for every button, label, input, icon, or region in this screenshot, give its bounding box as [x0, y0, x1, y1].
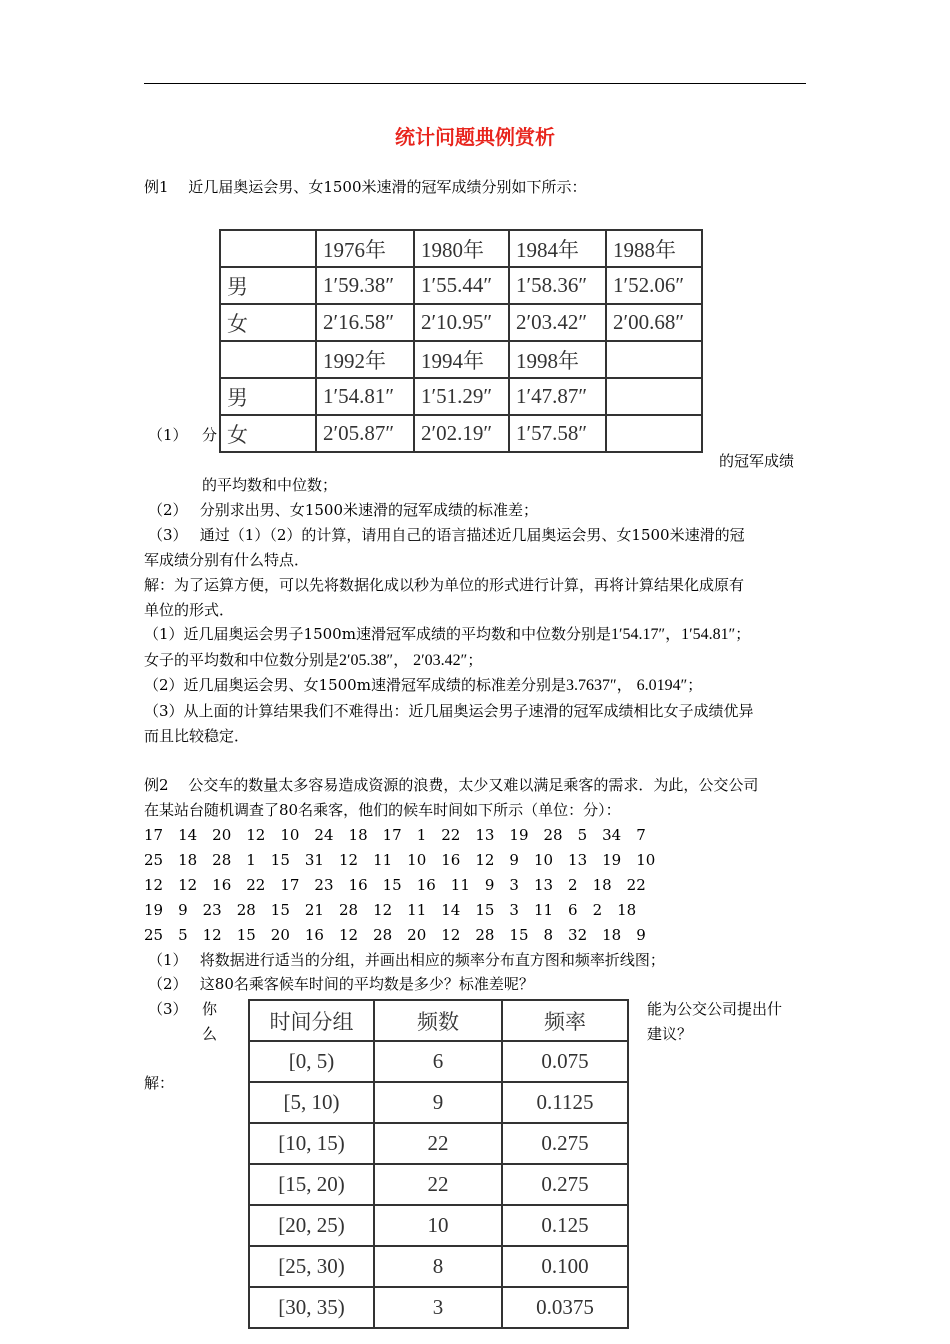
- results-row: [220, 267, 702, 304]
- ex2-frequency-table: [248, 999, 629, 1329]
- results-cell: 2′16.58″: [316, 304, 414, 341]
- results-cell: 1′59.38″: [316, 267, 414, 304]
- ex1-q1-text-b: 的冠军成绩: [719, 452, 795, 470]
- results-cell: 1992年: [316, 341, 414, 378]
- ex2-q3-text-c: 能为公交公司提出什: [647, 1000, 783, 1018]
- ex2-q3-text-d: 建议？: [647, 1025, 693, 1043]
- frequency-cell: [0, 5): [249, 1041, 374, 1082]
- results-cell: 1′55.44″: [414, 267, 509, 304]
- results-cell: 2′10.95″: [414, 304, 509, 341]
- ex2-data-row-4: 19 9 23 28 15 21 28 12 11 14 15 3 11 6 2 18: [144, 901, 637, 919]
- frequency-cell: [30, 35): [249, 1287, 374, 1328]
- frequency-cell: 8: [374, 1246, 502, 1287]
- results-cell: [606, 415, 702, 452]
- frequency-cell: [20, 25): [249, 1205, 374, 1246]
- frequency-cell: [10, 15): [249, 1123, 374, 1164]
- results-cell: 男: [220, 267, 316, 304]
- ex2-q1: （1） 将数据进行适当的分组，并画出相应的频率分布直方图和频率折线图；: [148, 951, 665, 969]
- frequency-cell: [25, 30): [249, 1246, 374, 1287]
- results-cell: [220, 230, 316, 267]
- ex1-q1-text-c: 的平均数和中位数；: [202, 476, 338, 494]
- ex2-data-row-1: 17 14 20 12 10 24 18 17 1 22 13 19 28 5 34 7: [144, 826, 646, 844]
- ex1-q3-line2: 军成绩分别有什么特点．: [144, 551, 310, 569]
- ex1-solution-line2: 单位的形式．: [144, 601, 235, 619]
- results-cell: 1′47.87″: [509, 378, 606, 415]
- frequency-row: [249, 1246, 628, 1287]
- results-cell: 男: [220, 378, 316, 415]
- ex1-women-mean-median: 2′05.38″， 2′03.42″: [339, 652, 468, 669]
- frequency-header-cell: 频率: [502, 1000, 628, 1041]
- results-row: [220, 341, 702, 378]
- ex1-q2: （2） 分别求出男、女1500米速滑的冠军成绩的标准差；: [148, 501, 538, 519]
- ex1-men-mean-median: 1′54.17″，1′54.81″: [610, 626, 736, 643]
- ex1-intro: 例1 近几届奥运会男、女1500米速滑的冠军成绩分别如下所示：: [144, 178, 587, 196]
- ex1-answer3-line1: （3）从上面的计算结果我们不难得出：近几届奥运会男子速滑的冠军成绩相比女子成绩优异: [144, 702, 754, 720]
- ex1-q1-text-a: 分: [202, 426, 218, 444]
- ex2-data-row-2: 25 18 28 1 15 31 12 11 10 16 12 9 10 13 19 10: [144, 851, 656, 869]
- page-title: 统计问题典例赏析: [395, 125, 555, 149]
- frequency-row: [249, 1082, 628, 1123]
- frequency-cell: 22: [374, 1164, 502, 1205]
- frequency-row: [249, 1164, 628, 1205]
- results-cell: 2′02.19″: [414, 415, 509, 452]
- results-cell: 女: [220, 304, 316, 341]
- results-cell: 1980年: [414, 230, 509, 267]
- results-cell: 1988年: [606, 230, 702, 267]
- frequency-cell: 0.075: [502, 1041, 628, 1082]
- frequency-header-row: [249, 1000, 628, 1041]
- results-cell: 1984年: [509, 230, 606, 267]
- results-row: [220, 378, 702, 415]
- results-cell: 1976年: [316, 230, 414, 267]
- ex2-q3-number: （3）: [148, 1000, 188, 1018]
- frequency-cell: 0.125: [502, 1205, 628, 1246]
- frequency-row: [249, 1041, 628, 1082]
- ex2-intro-line1: 例2 公交车的数量太多容易造成资源的浪费，太少又难以满足乘客的需求．为此，公交公司: [144, 776, 759, 794]
- frequency-cell: [5, 10): [249, 1082, 374, 1123]
- results-row: [220, 415, 702, 452]
- ex1-solution-line1: 解：为了运算方便，可以先将数据化成以秒为单位的形式进行计算，再将计算结果化成原有: [144, 576, 745, 594]
- results-cell: 1′51.29″: [414, 378, 509, 415]
- frequency-cell: 6: [374, 1041, 502, 1082]
- ex1-q3-line1: （3） 通过（1）（2）的计算，请用自己的语言描述近几届奥运会男、女1500米速滑的冠: [148, 526, 745, 544]
- ex2-q2: （2） 这80名乘客候车时间的平均数是多少？标准差呢？: [148, 975, 534, 993]
- ex1-answer1-line2: 女子的平均数和中位数分别是2′05.38″， 2′03.42″；: [144, 651, 483, 669]
- results-cell: 1994年: [414, 341, 509, 378]
- ex1-std-values: 3.7637″， 6.0194″: [565, 677, 688, 694]
- results-row: [220, 304, 702, 341]
- frequency-cell: 0.100: [502, 1246, 628, 1287]
- frequency-cell: 0.275: [502, 1123, 628, 1164]
- ex2-data-row-5: 25 5 12 15 20 16 12 28 20 12 28 15 8 32 18 9: [144, 926, 646, 944]
- results-cell: 1′57.58″: [509, 415, 606, 452]
- frequency-row: [249, 1205, 628, 1246]
- frequency-header-cell: 频数: [374, 1000, 502, 1041]
- frequency-cell: 0.275: [502, 1164, 628, 1205]
- frequency-row: [249, 1287, 628, 1328]
- results-cell: [220, 341, 316, 378]
- frequency-cell: 0.0375: [502, 1287, 628, 1328]
- header-rule: [144, 83, 806, 84]
- results-cell: [606, 378, 702, 415]
- ex1-answer2: （2）近几届奥运会男、女1500m速滑冠军成绩的标准差分别是3.7637″， 6.0194″；: [144, 676, 703, 694]
- ex1-answer1-line1: （1）近几届奥运会男子1500m速滑冠军成绩的平均数和中位数分别是1′54.17″，1′54.81″；: [144, 625, 751, 643]
- results-cell: 1′58.36″: [509, 267, 606, 304]
- ex2-intro-line2: 在某站台随机调查了80名乘客，他们的候车时间如下所示（单位：分）：: [144, 801, 621, 819]
- frequency-cell: 3: [374, 1287, 502, 1328]
- frequency-cell: 0.1125: [502, 1082, 628, 1123]
- frequency-header-cell: 时间分组: [249, 1000, 374, 1041]
- frequency-row: [249, 1123, 628, 1164]
- results-cell: 2′05.87″: [316, 415, 414, 452]
- ex2-q3-text-a: 你: [202, 1000, 218, 1018]
- ex1-results-table: [219, 229, 703, 453]
- results-cell: [606, 341, 702, 378]
- ex1-q1-number: （1）: [148, 426, 188, 444]
- ex1-answer3-line2: 而且比较稳定．: [144, 727, 250, 745]
- ex2-q3-text-b: 么: [202, 1025, 218, 1043]
- results-cell: 2′00.68″: [606, 304, 702, 341]
- results-cell: 1′54.81″: [316, 378, 414, 415]
- frequency-cell: 10: [374, 1205, 502, 1246]
- frequency-cell: 22: [374, 1123, 502, 1164]
- frequency-cell: [15, 20): [249, 1164, 374, 1205]
- ex2-solution-label: 解：: [144, 1074, 175, 1092]
- ex2-data-row-3: 12 12 16 22 17 23 16 15 16 11 9 3 13 2 18 22: [144, 876, 646, 894]
- results-cell: 2′03.42″: [509, 304, 606, 341]
- frequency-cell: 9: [374, 1082, 502, 1123]
- results-cell: 1998年: [509, 341, 606, 378]
- results-cell: 1′52.06″: [606, 267, 702, 304]
- results-row: [220, 230, 702, 267]
- results-cell: 女: [220, 415, 316, 452]
